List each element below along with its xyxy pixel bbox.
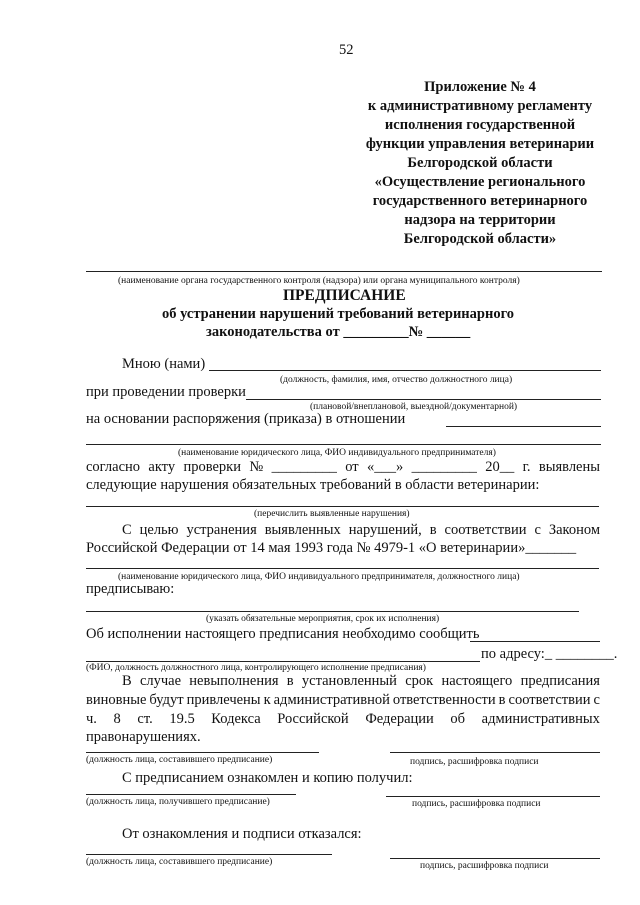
purpose-word: устранения: [186, 522, 257, 538]
failure-word: административных: [481, 711, 600, 727]
purpose-line-1: [122, 522, 600, 539]
purpose-word: с: [534, 522, 541, 538]
caption-composer-2: (должность лица, составившего предписание): [86, 857, 273, 867]
signature-line-2[interactable]: [386, 796, 600, 797]
address-prefix-line[interactable]: [86, 661, 480, 662]
title-line-3: законодательства от _________№ ______: [206, 324, 471, 340]
inspection-line[interactable]: [246, 399, 601, 400]
document-title: ПРЕДПИСАНИЕ: [283, 287, 406, 304]
annex-header: [330, 78, 630, 249]
entity-official-line[interactable]: [86, 568, 599, 569]
act-word: акту: [148, 459, 176, 475]
failure-line-3: [86, 711, 600, 728]
address-text: по адресу:_ ________.: [481, 646, 618, 662]
failure-word: виновные: [86, 692, 147, 708]
purpose-word: целью: [139, 522, 179, 538]
caption-entity: (наименование юридического лица, ФИО индивидуального предпринимателя): [178, 448, 496, 458]
entity-line[interactable]: [86, 444, 601, 445]
act-line: [86, 459, 600, 476]
purpose-word: соответствии: [444, 522, 527, 538]
annex-line: государственного ветеринарного: [372, 193, 588, 209]
caption-signature-1: подпись, расшифровка подписи: [410, 757, 539, 767]
act-number-blank[interactable]: _________: [271, 459, 337, 475]
by-me-line[interactable]: [209, 370, 601, 371]
annex-line: Белгородской области»: [403, 231, 557, 247]
act-month-blank[interactable]: _________: [411, 459, 477, 475]
failure-word: ответственности: [392, 692, 496, 708]
act-word: от: [345, 459, 359, 475]
annex-line: к административному регламенту: [367, 98, 593, 114]
failure-line-2: [86, 692, 600, 709]
annex-line: надзора на территории: [404, 212, 556, 228]
failure-word: 8: [113, 711, 121, 727]
report-line[interactable]: [470, 641, 600, 642]
title-line-2: об устранении нарушений требований ветеринарного: [162, 306, 515, 322]
caption-inspection-type: (плановой/внеплановой, выездной/документарной): [310, 402, 518, 412]
caption-composer-1: (должность лица, составившего предписание): [86, 755, 273, 765]
caption-entity-official: (наименование юридического лица, ФИО индивидуального предпринимателя, должностного лица): [118, 572, 520, 582]
basis-line[interactable]: [446, 426, 601, 427]
caption-violations: (перечислить выявленные нарушения): [254, 509, 410, 519]
failure-word: 19.5: [169, 711, 195, 727]
caption-signature-3: подпись, расшифровка подписи: [420, 861, 549, 871]
failure-word: будут: [149, 692, 184, 708]
violations-line[interactable]: [86, 506, 599, 507]
failure-word: в: [286, 673, 294, 689]
failure-word: настоящего: [441, 673, 513, 689]
basis-label: на основании распоряжения (приказа) в отношении: [86, 411, 406, 427]
annex-line: Белгородской области: [407, 155, 553, 171]
caption-signature-2: подпись, расшифровка подписи: [412, 799, 541, 809]
prescribe-label: предписываю:: [86, 581, 175, 597]
failure-word: В: [122, 673, 132, 689]
act-word: проверки: [183, 459, 241, 475]
report-text: Об исполнении настоящего предписания необходимо сообщить: [86, 626, 480, 642]
caption-receiver: (должность лица, получившего предписание): [86, 797, 270, 807]
act-day-blank[interactable]: «___»: [366, 459, 404, 475]
caption-position-fio: (должность, фамилия, имя, отчество должностного лица): [280, 375, 513, 385]
failure-word: привлечены: [186, 692, 261, 708]
caption-fio-controller: (ФИО, должность должностного лица, контролирующего исполнение предписания): [86, 663, 426, 673]
act-year-blank[interactable]: 20__: [485, 459, 515, 475]
by-me-label: Мною (нами): [122, 356, 206, 372]
failure-word: ст.: [137, 711, 153, 727]
act-word: согласно: [86, 459, 141, 475]
annex-line: исполнения государственной: [384, 117, 576, 133]
annex-line: функции управления ветеринарии: [365, 136, 595, 152]
failure-word: установленный: [301, 673, 397, 689]
failure-word: административной: [273, 692, 390, 708]
failure-word: ч.: [86, 711, 97, 727]
caption-measures: (указать обязательные мероприятия, срок их исполнения): [206, 614, 440, 624]
failure-word: Российской: [277, 711, 349, 727]
signature-line-1[interactable]: [390, 752, 600, 753]
signature-line-3[interactable]: [390, 858, 600, 859]
act-word: №: [249, 459, 264, 475]
annex-line: «Осуществление регионального: [374, 174, 586, 190]
composer-position-line-1[interactable]: [86, 752, 319, 753]
composer-position-line-2[interactable]: [86, 854, 332, 855]
inspection-label: при проведении проверки: [86, 384, 246, 400]
failure-word: Федерации: [365, 711, 434, 727]
purpose-word: в: [429, 522, 437, 538]
failure-word: случае: [139, 673, 182, 689]
refused-text: От ознакомления и подписи отказался:: [122, 826, 362, 842]
failure-word: срок: [405, 673, 434, 689]
purpose-word: Законом: [548, 522, 600, 538]
receiver-position-line[interactable]: [86, 794, 296, 795]
act-word: г.: [522, 459, 531, 475]
organ-line: [86, 271, 602, 272]
measures-line[interactable]: [86, 611, 579, 612]
purpose-line-2: Российской Федерации от 14 мая 1993 года № 4979-1 «О ветеринарии»_______: [86, 540, 577, 556]
annex-line: Приложение № 4: [424, 79, 536, 95]
failure-word: невыполнения: [189, 673, 279, 689]
failure-word: в: [498, 692, 506, 708]
failure-word: Кодекса: [211, 711, 261, 727]
act-word: выявлены: [538, 459, 600, 475]
failure-word: предписания: [520, 673, 600, 689]
failure-word: соответствии: [508, 692, 591, 708]
page-number: 52: [339, 42, 354, 58]
caption-organ: (наименование органа государственного контроля (надзора) или органа муниципального контроля): [118, 276, 520, 286]
purpose-word: выявленных: [264, 522, 341, 538]
acquainted-text: С предписанием ознакомлен и копию получил:: [122, 770, 413, 786]
purpose-word: С: [122, 522, 132, 538]
failure-word: с: [593, 692, 600, 708]
following-text: следующие нарушения обязательных требований в области ветеринарии:: [86, 477, 540, 493]
purpose-word: нарушений,: [348, 522, 422, 538]
failure-word: об: [450, 711, 466, 727]
failure-word: к: [263, 692, 271, 708]
failure-line-4: правонарушениях.: [86, 729, 201, 745]
failure-line-1: [122, 673, 600, 690]
